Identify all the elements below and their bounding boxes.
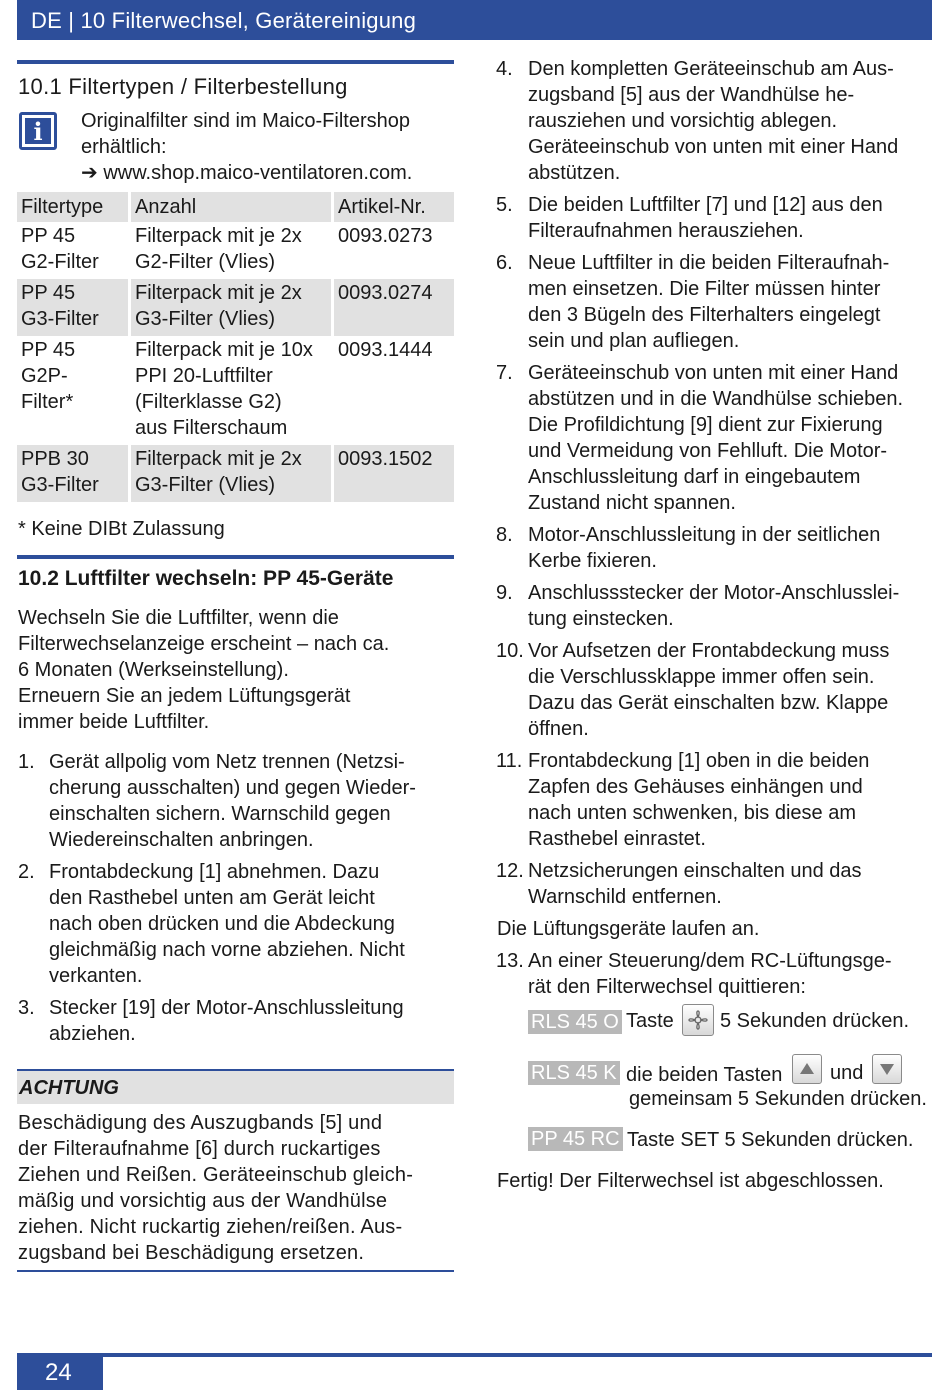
table-row: [17, 222, 454, 279]
footnote: * Keine DIBt Zulassung: [18, 518, 225, 540]
arrow-down-button[interactable]: [872, 1054, 902, 1084]
table-cell-type: PP 45 G2-Filter: [17, 222, 130, 279]
control-pp45rc: [496, 1124, 936, 1164]
list-item: 2. Frontabdeckung [1] abnehmen. Dazu den Rasthebel unten am Gerät leicht nach oben drücken und die Abdeckung gleichmäßig nach vorne abziehen. Nicht verkanten.: [18, 861, 405, 987]
table-cell-article: 0093.0273: [338, 225, 433, 247]
warning-text: Beschädigung des Auszugbands [5] und der Filteraufnahme [6] durch ruckartiges Ziehen und Reißen. Geräteeinschub gleich- mäßig und vorsichtig aus der Wandhülse ziehen. Nicht ruckartig ziehen/reißen. Aus- zugsband bei Beschädigung ersetzen.: [18, 1112, 414, 1264]
left-column: [17, 60, 454, 1272]
info-text: [81, 108, 412, 186]
column-header: Anzahl: [130, 192, 333, 222]
list-item: 4. Den kompletten Geräteeinschub am Aus- zugsband [5] aus der Wandhülse he- rausziehen und vorsichtig ablegen. Geräteeinschub von unten mit einer Hand abstützen.: [496, 58, 899, 184]
list-item: 6. Neue Luftfilter in die beiden Filteraufnah- men einsetzen. Die Filter müssen hinter den 3 Bügeln des Filterhalters eingelegt sein und plan aufliegen.: [496, 252, 890, 352]
step-number: 2.: [18, 861, 35, 883]
table-cell-type: PP 45 G2P- Filter*: [17, 336, 130, 445]
control-text: Taste SET 5 Sekunden drücken.: [627, 1129, 914, 1151]
control-text: und: [830, 1062, 864, 1084]
filter-table: [17, 192, 454, 502]
list-item: 12. Netzsicherungen einschalten und das Warnschild entfernen.: [496, 860, 862, 908]
table-cell-count: Filterpack mit je 2x G3-Filter (Vlies): [130, 445, 333, 502]
step-number: 1.: [18, 751, 35, 773]
info-icon: i: [19, 112, 57, 150]
table-row: [17, 445, 454, 502]
fan-icon: [683, 1005, 713, 1035]
list-item: 11. Frontabdeckung [1] oben in die beiden Zapfen des Gehäuses einhängen und nach unten schwenken, bis diese am Rasthebel einrastet.: [496, 750, 870, 850]
control-text: gemeinsam 5 Sekunden drücken.: [629, 1088, 927, 1110]
control-rls45o: [496, 1006, 936, 1058]
info-box: [17, 108, 454, 184]
list-item: 8. Motor-Anschlussleitung in der seitlichen Kerbe fixieren.: [496, 524, 881, 572]
list-item: 1. Gerät allpolig vom Netz trennen (Netzsi- cherung ausschalten) und gegen Wieder- einschalten sichern. Warnschild gegen Wiedereinschalten anbringen.: [18, 751, 416, 851]
step-number: 5.: [496, 194, 513, 216]
step-number: 4.: [496, 58, 513, 80]
step-list: [17, 749, 454, 1047]
step-number: 11.: [496, 750, 523, 772]
intro-paragraph: Wechseln Sie die Luftfilter, wenn die Filterwechselanzeige erscheint – nach ca. 6 Monaten (Werkseinstellung). Erneuern Sie an jedem Lüftungsgerät immer beide Luftfilter.: [18, 607, 390, 733]
warning-title: ACHTUNG: [17, 1071, 454, 1104]
step-number: 12.: [496, 860, 524, 882]
list-item: 7. Geräteeinschub von unten mit einer Hand abstützen und in die Wandhülse schieben. Die Profildichtung [9] dient zur Fixierung und Vermeidung von Fehlluft. Die Motor- Anschlussleitung darf in eingebautem Zustand nicht spannen.: [496, 362, 904, 514]
page-number: [17, 1357, 103, 1390]
header-title: DE | 10 Filterwechsel, Gerätereinigung: [31, 8, 417, 33]
arrow-up-button[interactable]: [792, 1054, 822, 1084]
step-number: 9.: [496, 582, 513, 604]
table-cell-count: Filterpack mit je 10x PPI 20-Luftfilter (Filterklasse G2) aus Filterschaum: [130, 336, 333, 445]
warning-box: [17, 1069, 454, 1272]
table-cell-type: PP 45 G3-Filter: [17, 279, 130, 336]
device-badge: RLS 45 O: [528, 1010, 622, 1034]
step-list-final: [496, 948, 936, 1000]
section-title-filter-change: 10.2 Luftfilter wechseln: PP 45-Geräte: [18, 567, 394, 590]
table-cell-article: 0093.1502: [333, 445, 455, 502]
table-cell-article: 0093.1444: [338, 339, 433, 361]
column-header: Filtertype: [17, 192, 130, 222]
page-header: [17, 0, 932, 40]
table-row: [17, 279, 454, 336]
page-number-text: 24: [45, 1359, 72, 1386]
list-item: 13. An einer Steuerung/dem RC-Lüftungsge- rät den Filterwechsel quittieren:: [496, 950, 892, 998]
info-line: erhältlich:: [81, 136, 167, 158]
step-number: 13.: [496, 950, 524, 972]
right-column: [496, 56, 936, 1200]
arrow-down-icon: [873, 1055, 901, 1083]
step-list-continued: [496, 56, 936, 910]
step-number: 8.: [496, 524, 513, 546]
section-title-filtertypes: 10.1 Filtertypen / Filterbestellung: [18, 74, 348, 99]
step-number: 3.: [18, 997, 35, 1019]
fan-button[interactable]: [682, 1004, 714, 1036]
footer-divider: [17, 1353, 932, 1357]
control-text: die beiden Tasten: [626, 1064, 783, 1086]
section-divider: [17, 555, 454, 559]
step-number: 7.: [496, 362, 513, 384]
step-number: 10.: [496, 640, 524, 662]
table-header-row: [17, 192, 454, 222]
list-item: 5. Die beiden Luftfilter [7] und [12] aus den Filteraufnahmen herausziehen.: [496, 194, 883, 242]
section-divider: [17, 60, 454, 64]
info-line: Originalfilter sind im Maico-Filtershop: [81, 110, 410, 132]
device-badge: PP 45 RC: [528, 1127, 623, 1151]
table-row: [17, 336, 454, 445]
control-text: 5 Sekunden drücken.: [720, 1010, 910, 1032]
list-item: 3. Stecker [19] der Motor-Anschlussleitung abziehen.: [18, 997, 404, 1045]
final-text: Fertig! Der Filterwechsel ist abgeschlossen.: [497, 1170, 884, 1192]
arrow-up-icon: [793, 1055, 821, 1083]
step-number: 6.: [496, 252, 513, 274]
device-badge: RLS 45 K: [528, 1061, 620, 1085]
table-cell-article: 0093.0274: [333, 279, 455, 336]
running-text: Die Lüftungsgeräte laufen an.: [497, 918, 760, 940]
column-header: Artikel-Nr.: [333, 192, 455, 222]
table-cell-count: Filterpack mit je 2x G3-Filter (Vlies): [130, 279, 333, 336]
list-item: 10. Vor Aufsetzen der Frontabdeckung muss die Verschlussklappe immer offen sein. Dazu das Gerät einschalten bzw. Klappe öffnen.: [496, 640, 890, 740]
list-item: 9. Anschlussstecker der Motor-Anschlusslei- tung einstecken.: [496, 582, 900, 630]
table-cell-type: PPB 30 G3-Filter: [17, 445, 130, 502]
control-text: Taste: [626, 1010, 674, 1032]
shop-link[interactable]: ➔ www.shop.maico-ventilatoren.com.: [81, 162, 413, 184]
control-rls45k: [496, 1058, 936, 1124]
table-cell-count: Filterpack mit je 2x G2-Filter (Vlies): [130, 222, 333, 279]
